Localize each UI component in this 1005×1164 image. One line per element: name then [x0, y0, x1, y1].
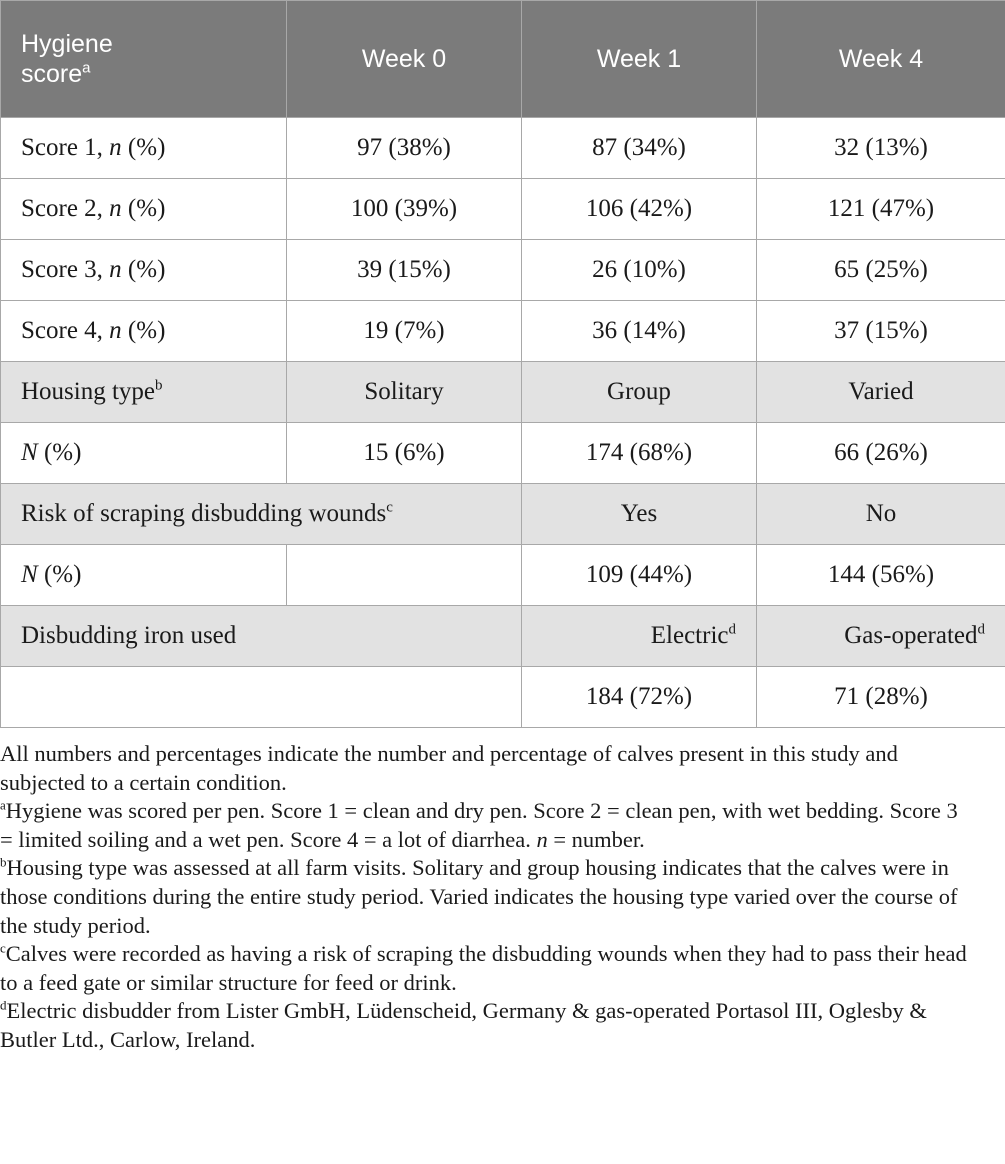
cell-week-1: 106 (42%) [522, 179, 757, 240]
cell-week-0: 97 (38%) [287, 118, 522, 179]
housing-varied-value: 66 (26%) [757, 423, 1005, 484]
cell-week-1: 36 (14%) [522, 301, 757, 362]
row-label: Score 1, n (%) [1, 118, 287, 179]
table-row-risk-counts [1, 545, 1005, 606]
cell-week-4: 32 (13%) [757, 118, 1005, 179]
cell-week-0: 19 (7%) [287, 301, 522, 362]
table-row-housing-counts [1, 423, 1005, 484]
disbudding-iron-label: Disbudding iron used [1, 606, 522, 667]
cell-week-0: 100 (39%) [287, 179, 522, 240]
row-label: Score 4, n (%) [1, 301, 287, 362]
empty-cell [1, 667, 522, 728]
table-row-score-3 [1, 240, 1005, 301]
table-row-score-4 [1, 301, 1005, 362]
footnote-b: $^b$Housing type was assessed at all farm visits. Solitary and group housing indicates that the calves were in those conditions during the entire study period. Varied indicates the housing type varied over the course of the study period. [0, 854, 958, 938]
cell-week-1: 87 (34%) [522, 118, 757, 179]
row-label: N (%) [1, 423, 287, 484]
row-label: N (%) [1, 545, 287, 606]
risk-scraping-label: Risk of scraping disbudding wounds$^c$ [1, 484, 522, 545]
risk-no-value: 144 (56%) [757, 545, 1005, 606]
risk-yes-value: 109 (44%) [522, 545, 757, 606]
iron-electric-value: 184 (72%) [522, 667, 757, 728]
cell-week-0: 39 (15%) [287, 240, 522, 301]
cell-week-4: 37 (15%) [757, 301, 1005, 362]
cell-week-4: 121 (47%) [757, 179, 1005, 240]
footnote-a: $^a$Hygiene was scored per pen. Score 1 = clean and dry pen. Score 2 = clean pen, with wet bedding. Score 3 = limited soiling and a wet pen. Score 4 = a lot of diarrhea. n = number. [0, 797, 958, 852]
table-row-score-1 [1, 118, 1005, 179]
risk-yes: Yes [522, 484, 757, 545]
housing-varied: Varied [757, 362, 1005, 423]
housing-type-label: Housing type$^b$ [1, 362, 287, 423]
housing-group-value: 174 (68%) [522, 423, 757, 484]
iron-gas-value: 71 (28%) [757, 667, 1005, 728]
iron-gas-operated: Gas-operated$^d$ [757, 606, 1005, 667]
footnote-c: $^c$Calves were recorded as having a risk of scraping the disbudding wounds when they had to pass their head to a feed gate or similar structure for feed or drink. [0, 940, 967, 995]
housing-group: Group [522, 362, 757, 423]
footnote-d: $^d$Electric disbudder from Lister GmbH, Lüdenscheid, Germany & gas-operated Portasol III, Oglesby & Butler Ltd., Carlow, Ireland. [0, 997, 927, 1052]
table-header-row [1, 1, 1005, 118]
header-hygiene-score: Hygiene score$^a$ [1, 1, 287, 118]
footnote-general: All numbers and percentages indicate the number and percentage of calves present in this study and subjected to a certain condition. [0, 741, 898, 795]
row-label: Score 2, n (%) [1, 179, 287, 240]
header-week-4: Week 4 [757, 1, 1005, 118]
table-row-disbudding-iron [1, 606, 1005, 667]
empty-cell [287, 545, 522, 606]
table-row-housing-type [1, 362, 1005, 423]
iron-electric: Electric$^d$ [522, 606, 757, 667]
housing-solitary: Solitary [287, 362, 522, 423]
row-label: Score 3, n (%) [1, 240, 287, 301]
risk-no: No [757, 484, 1005, 545]
table-footnotes [0, 728, 975, 1055]
table-row-score-2 [1, 179, 1005, 240]
table-row-risk-scraping [1, 484, 1005, 545]
table-row-iron-counts [1, 667, 1005, 728]
housing-solitary-value: 15 (6%) [287, 423, 522, 484]
cell-week-4: 65 (25%) [757, 240, 1005, 301]
cell-week-1: 26 (10%) [522, 240, 757, 301]
header-week-1: Week 1 [522, 1, 757, 118]
header-week-0: Week 0 [287, 1, 522, 118]
